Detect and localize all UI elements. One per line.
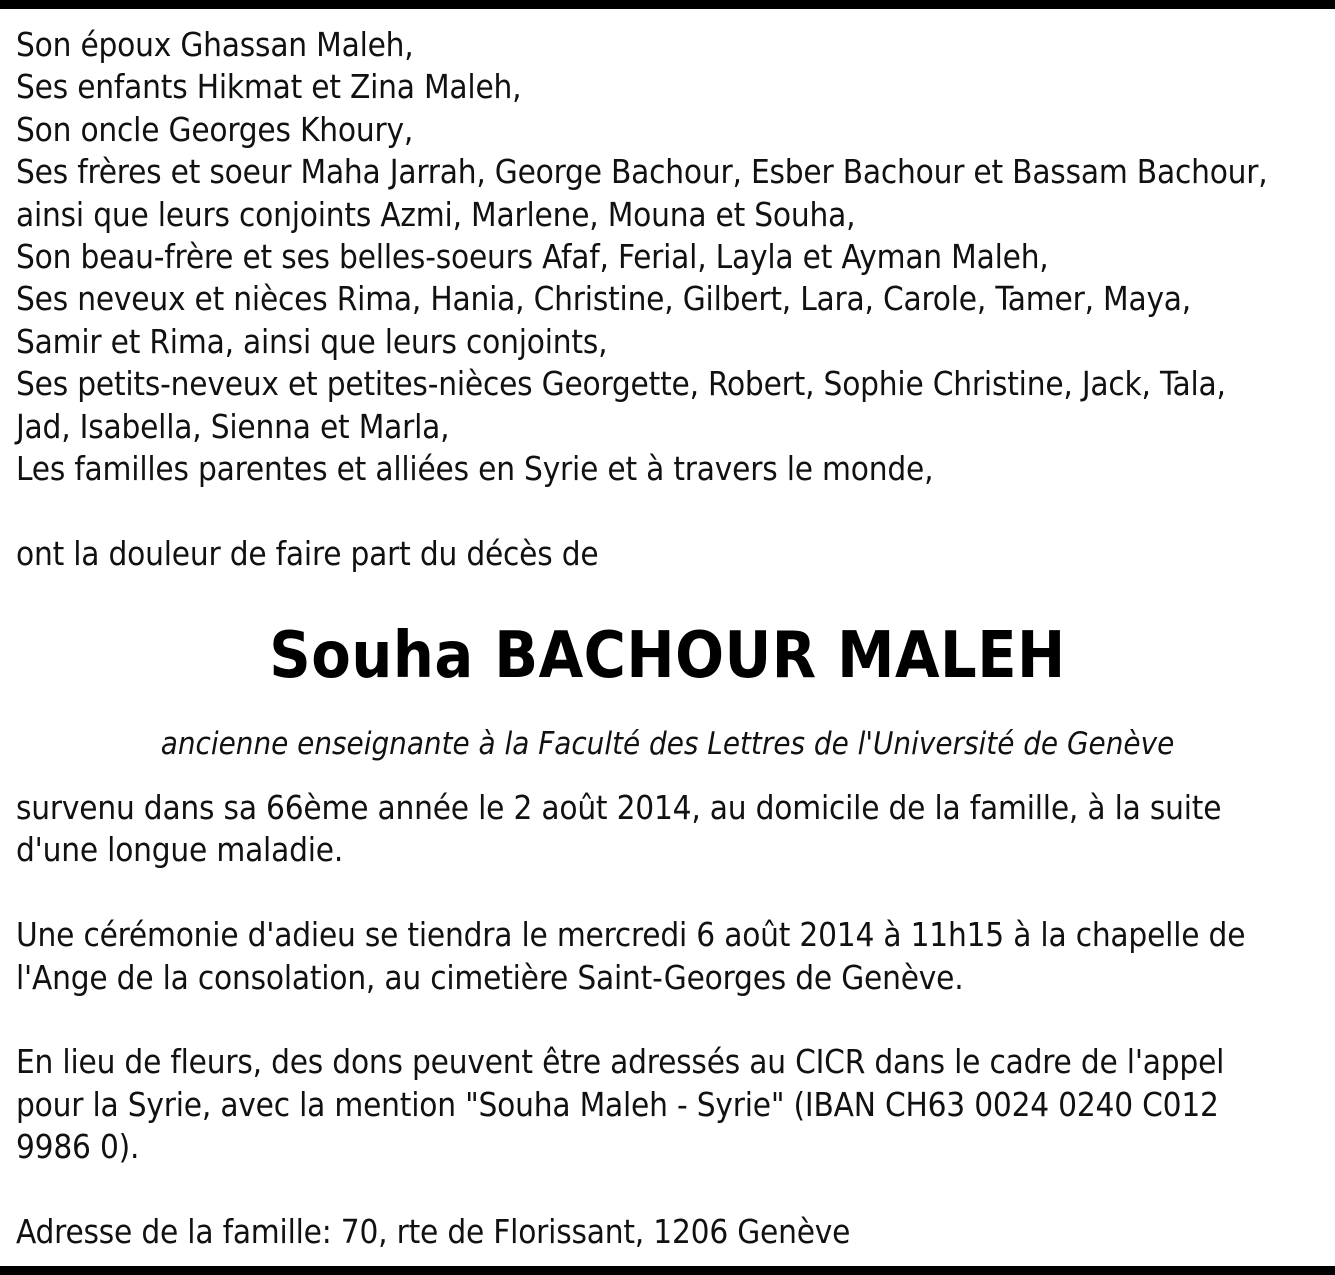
- family-line: Ses frères et soeur Maha Jarrah, George Bachour, Esber Bachour et Bassam Bachour,: [16, 152, 1268, 192]
- deceased-name: Souha BACHOUR MALEH: [269, 619, 1066, 693]
- family-line: Son beau-frère et ses belles-soeurs Afaf, Ferial, Layla et Ayman Maleh,: [16, 237, 1049, 277]
- death-line: survenu dans sa 66ème année le 2 août 2014, au domicile de la famille, à la suite: [16, 788, 1222, 827]
- family-line: Les familles parentes et alliées en Syrie et à travers le monde,: [16, 449, 934, 489]
- spacer: [16, 1169, 1326, 1211]
- donations-line: pour la Syrie, avec la mention "Souha Maleh - Syrie" (IBAN CH63 0024 0240 C012: [16, 1084, 1219, 1124]
- family-address: Adresse de la famille: 70, rte de Florissant, 1206 Genève: [16, 1212, 851, 1252]
- spacer: [16, 490, 1326, 532]
- donations-line: En lieu de fleurs, des dons peuvent être adressés au CICR dans le cadre de l'appel: [16, 1042, 1225, 1082]
- details-section: [16, 787, 1326, 1253]
- family-line: Ses petits-neveux et petites-nièces Georgette, Robert, Sophie Christine, Jack, Tala,: [16, 364, 1226, 404]
- death-line: d'une longue maladie.: [16, 830, 344, 870]
- top-border-rule: [0, 0, 1335, 9]
- family-line: Jad, Isabella, Sienna et Marla,: [16, 406, 450, 446]
- family-line: Son oncle Georges Khoury,: [16, 109, 414, 149]
- ceremony-line: Une cérémonie d'adieu se tiendra le mercredi 6 août 2014 à 11h15 à la chapelle de: [16, 915, 1246, 955]
- spacer: [16, 872, 1326, 914]
- family-line: ainsi que leurs conjoints Azmi, Marlene, Mouna et Souha,: [16, 194, 856, 234]
- ceremony-line: l'Ange de la consolation, au cimetière Saint-Georges de Genève.: [16, 957, 964, 997]
- family-line: Ses enfants Hikmat et Zina Maleh,: [16, 67, 522, 107]
- donations-line: 9986 0).: [16, 1127, 140, 1167]
- family-line: Son époux Ghassan Maleh,: [16, 25, 414, 64]
- family-section: [16, 24, 1326, 575]
- family-line: Samir et Rima, ainsi que leurs conjoints,: [16, 321, 608, 361]
- bottom-border-rule: [0, 1266, 1335, 1275]
- spacer: [16, 999, 1326, 1041]
- family-line: Ses neveux et nièces Rima, Hania, Christine, Gilbert, Lara, Carole, Tamer, Maya,: [16, 279, 1192, 319]
- announcement-text: ont la douleur de faire part du décès de: [16, 533, 599, 573]
- deceased-title: ancienne enseignante à la Faculté des Lettres de l'Université de Genève: [160, 726, 1175, 762]
